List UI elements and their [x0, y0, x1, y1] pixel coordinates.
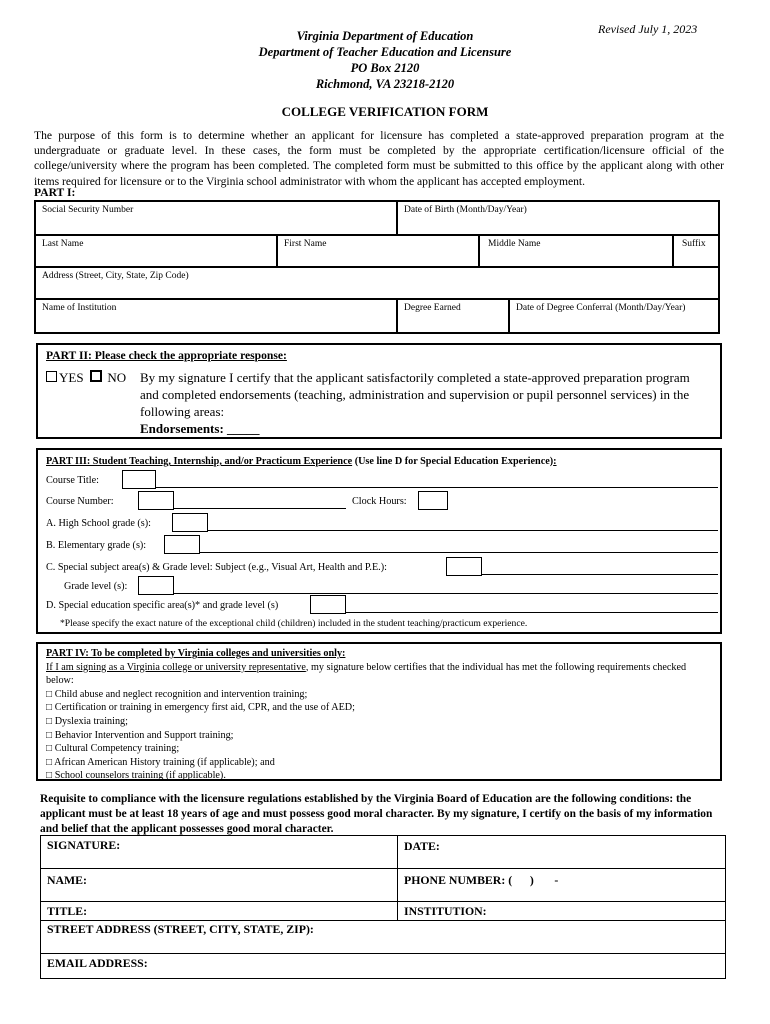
conferral-label: Date of Degree Conferral (Month/Day/Year): [516, 303, 686, 313]
elementary-box[interactable]: [164, 535, 200, 554]
header-line-4: Richmond, VA 23218-2120: [315, 77, 455, 91]
requirement-item[interactable]: □ African American History training (if applicable); and: [46, 756, 275, 768]
requisite-paragraph: Requisite to compliance with the licensure regulations established by the Virginia Board of Education are the following conditions: the applicant must be at least 18 years of age and must possess good moral character. By my signature, I certify on the basis of my information and belief that the applicant possesses good moral character.: [40, 793, 713, 835]
degree-label: Degree Earned: [404, 303, 461, 313]
special-subject-box[interactable]: [446, 557, 482, 576]
conferral-field[interactable]: [508, 300, 718, 332]
requirement-label: Child abuse and neglect recognition and intervention training;: [54, 688, 308, 700]
part4-content: [46, 647, 706, 783]
row-institution: [36, 300, 718, 332]
requirement-label: Behavior Intervention and Support training;: [54, 729, 234, 741]
degree-field[interactable]: [396, 300, 508, 332]
date-label: DATE:: [404, 839, 440, 853]
signature-label: SIGNATURE:: [47, 838, 121, 852]
course-title-label: Course Title:: [46, 475, 99, 486]
high-school-box[interactable]: [172, 513, 208, 532]
no-checkbox[interactable]: [90, 370, 102, 382]
suffix-field[interactable]: [672, 236, 718, 266]
requirement-label: Dyslexia training;: [54, 715, 128, 727]
institution-sig-label: INSTITUTION:: [404, 904, 487, 918]
signature-field[interactable]: [40, 835, 398, 869]
requirement-item[interactable]: □ Behavior Intervention and Support training;: [46, 729, 234, 741]
requirement-item[interactable]: □ Cultural Competency training;: [46, 743, 180, 755]
part2-statement: By my signature I certify that the applicant satisfactorily completed a state-approved preparation program and completed endorsements (teaching, administration and supervision or pupil personnel services) in the following areas:: [140, 370, 690, 419]
part4-intro: [46, 661, 706, 688]
suffix-label: Suffix: [682, 239, 706, 249]
yes-label: YES: [59, 370, 84, 385]
date-field[interactable]: [397, 835, 726, 869]
grade-level-label: Grade level (s):: [64, 581, 128, 592]
requirement-item[interactable]: □ Dyslexia training;: [46, 715, 128, 727]
requirement-label: School counselors training (if applicable).: [54, 770, 226, 782]
agency-header: [0, 28, 770, 92]
ssn-label: Social Security Number: [42, 205, 134, 215]
course-title-line[interactable]: [156, 487, 718, 488]
special-ed-box[interactable]: [310, 595, 346, 614]
header-line-1: Virginia Department of Education: [296, 29, 474, 43]
elementary-label: B. Elementary grade (s):: [46, 540, 147, 551]
clock-hours-label: Clock Hours:: [352, 496, 407, 507]
course-number-label: Course Number:: [46, 496, 114, 507]
purpose-paragraph: The purpose of this form is to determine whether an applicant for licensure has completed a state-approved preparation program at the undergraduate or graduate level. In these cases, the form must be completed by the appropriate certification/licensure official of the college/university where the program has been completed. The completed form must be submitted to this office by the applicant along with other items required for licensure or to the Virginia school administrator with whom the applicant has accepted employment.: [34, 129, 724, 188]
part2-section: [36, 343, 722, 439]
institution-field[interactable]: [397, 901, 726, 921]
address-field[interactable]: [36, 268, 718, 298]
name-field[interactable]: [40, 868, 398, 902]
requirement-label: Cultural Competency training;: [54, 743, 180, 755]
requirement-item[interactable]: □ Certification or training in emergency first aid, CPR, and the use of AED;: [46, 702, 355, 714]
yes-no-options: [46, 369, 126, 386]
phone-label: PHONE NUMBER: ( ) -: [404, 873, 559, 887]
requirement-item[interactable]: □ Child abuse and neglect recognition and intervention training;: [46, 688, 308, 700]
no-label: NO: [107, 370, 127, 385]
part3-title: [46, 456, 557, 467]
part4-title: PART IV: To be completed by Virginia colleges and universities only:: [46, 648, 346, 659]
street-address-field[interactable]: [40, 920, 726, 954]
course-title-box[interactable]: [122, 470, 156, 489]
form-title: COLLEGE VERIFICATION FORM: [281, 104, 489, 119]
part2-title: PART II: Please check the appropriate response:: [46, 349, 287, 362]
special-ed-line[interactable]: [346, 612, 718, 613]
phone-field[interactable]: [397, 868, 726, 902]
dob-label: Date of Birth (Month/Day/Year): [404, 205, 527, 215]
grade-level-box[interactable]: [138, 576, 174, 595]
part3-section: [36, 448, 722, 634]
requirement-item[interactable]: □ School counselors training (if applicable).: [46, 770, 226, 782]
high-school-line[interactable]: [208, 530, 718, 531]
part1-title: PART I:: [34, 186, 76, 199]
row-ssn: [36, 202, 718, 234]
first-name-field[interactable]: [276, 236, 478, 266]
part3-title-main: PART III: Student Teaching, Internship, and/or Practicum Experience: [46, 456, 353, 467]
address-label: Address (Street, City, State, Zip Code): [42, 271, 189, 281]
name-label: NAME:: [47, 873, 87, 887]
street-address-label: STREET ADDRESS (STREET, CITY, STATE, ZIP):: [47, 922, 314, 936]
requirement-label: Certification or training in emergency first aid, CPR, and the use of AED;: [54, 702, 355, 714]
part3-title-colon: :: [553, 456, 557, 467]
title-field[interactable]: [40, 901, 398, 921]
middle-name-label: Middle Name: [488, 239, 541, 249]
special-subject-line[interactable]: [482, 574, 718, 575]
part3-title-note: (Use line D for Special Education Experience): [352, 456, 554, 467]
dob-field[interactable]: [396, 202, 718, 234]
part1-table: [34, 200, 720, 334]
part4-section: [36, 642, 722, 781]
header-line-2: Department of Teacher Education and Licensure: [258, 45, 512, 59]
course-number-line[interactable]: [174, 508, 346, 509]
special-ed-note: *Please specify the exact nature of the exceptional child (children) included in the student teaching/practicum experience.: [60, 618, 528, 629]
special-subject-label: C. Special subject area(s) & Grade level: Subject (e.g., Visual Art, Health and P.E.):: [46, 562, 387, 573]
endorsements-field[interactable]: Endorsements: _____: [140, 421, 260, 436]
first-name-label: First Name: [284, 239, 327, 249]
part4-intro-rest: , my signature below certifies that the individual has met the following requirements checked below:: [46, 661, 687, 687]
part4-intro-underlined: If I am signing as a Virginia college or university representative: [46, 661, 306, 673]
row-names: [36, 236, 718, 266]
requirement-label: African American History training (if applicable); and: [54, 756, 275, 768]
header-line-3: PO Box 2120: [350, 61, 420, 75]
middle-name-field[interactable]: [478, 236, 672, 266]
institution-label: Name of Institution: [42, 303, 117, 313]
special-ed-label: D. Special education specific area(s)* and grade level (s): [46, 600, 279, 611]
last-name-label: Last Name: [42, 239, 84, 249]
title-label: TITLE:: [47, 904, 87, 918]
course-number-box[interactable]: [138, 491, 174, 510]
clock-hours-box[interactable]: [418, 491, 448, 510]
grade-level-line[interactable]: [174, 593, 718, 594]
revised-date: Revised July 1, 2023: [598, 22, 698, 36]
elementary-line[interactable]: [200, 552, 718, 553]
email-label: EMAIL ADDRESS:: [47, 956, 148, 970]
yes-checkbox[interactable]: [46, 371, 57, 382]
email-field[interactable]: [40, 953, 726, 979]
high-school-label: A. High School grade (s):: [46, 518, 151, 529]
